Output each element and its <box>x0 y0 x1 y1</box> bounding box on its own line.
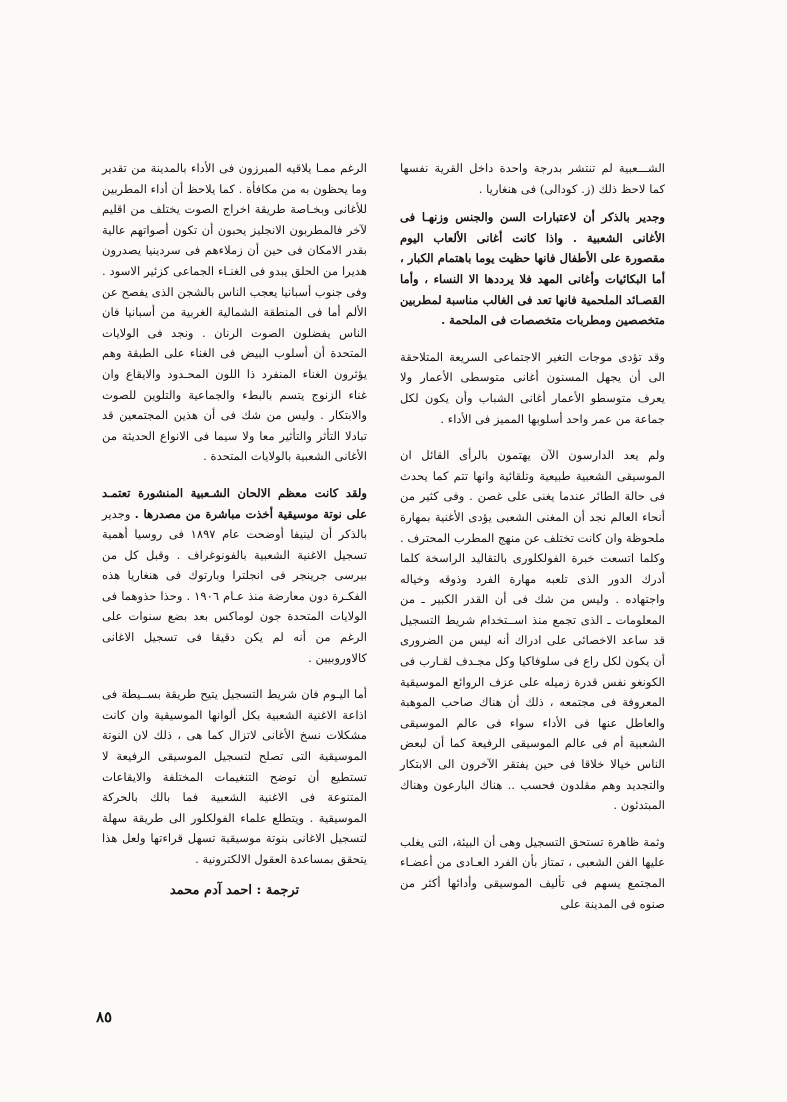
paragraph: الشـــعبية لم تنتشر بدرجة واحدة داخل القرية نفسها كما لاحظ ذلك (ز. كودالى) فى هنغاريا . <box>400 161 665 196</box>
paragraph-bold-lead: ولقد كانت معظم الالحان الشـعبية المنشورة تعتمـد على نوتة موسيقية أخذت مباشرة من مصدرها . <box>102 485 367 521</box>
paragraph-bold: وجدير بالذكر أن لاعتبارات السن والجنس وزنهـا فى الأغانى الشعبية . واذا كانت أغانى الألعاب اليوم مقصورة على الأطفال فانها حظيت يوما باهتمام الكبار ، أما البكائيات وأغانى المهد فلا يرددها الا النساء ، وأما القصـائد الملحمية فانها تعد فى الغالب مناسبة لمطربين متخصصين ومطربات متخصصات فى الملحمة . <box>400 210 665 328</box>
paragraph: وثمة ظاهرة تستحق التسجيل وهى أن البيئة، التى يغلب عليها الفن الشعبى ، تمتاز بأن الفرد العـادى من أعضـاء المجتمع يسهم فى تأليف الموسيقى وأدائها أكثر من صنوه فى المدينة على <box>400 834 665 911</box>
paragraph: ولم يعد الدارسون الآن يهتمون بالرأى القائل ان الموسيقى الشعبية طبيعية وتلقائية وانها تتم كما يحدث فى حالة الطائر عندما يغنى على غصن . وفى كثير من أنحاء العالم نجد أن المغنى الشعبى يؤدى الأغنية بمهارة ملحوظة وان كانت تختلف عن منهج المطرب المحترف . وكلما اتسعت خبرة الفولكلورى بالتقاليد الراسخة كلما أدرك الدور الذى تلعبه مهارة الفرد وذوقه وخياله واجتهاده . وليس من شك فى أن القدر الكبير ـ من المعلومات ـ الذى تجمع منذ اســتخدام شريط التسجيل قد ساعد الاخصائى على ادراك أنه ليس من الضرورى أن يكون لكل راع فى سلوفاكيا وكل مجـدف لقـارب فى الكونغو نفس قدرة زميله على عزف الروائع الموسيقية المعروفة فى مجتمعه ، ذلك أن هناك صاحب الموهبة والعاطل عنها فى الأداء سواء فى عالم الموسيقى الشعبية أم فى عالم الموسيقى الرفيعة كما أن لبعض الناس خيالا خلاقا فى حين يفتقر الآخرون الى الابتكار والتجديد وهم مقلدون فحسب .. هناك البارعون وهناك المبتدئون . <box>400 448 665 813</box>
left-text-column <box>102 158 367 886</box>
right-text-column <box>400 158 665 930</box>
page-number: ٨٥ <box>96 1008 113 1026</box>
paragraph: الرغم ممـا يلاقيه المبرزون فى الأداء بالمدينة من تقدير وما يحظون به من مكافأة . كما يلاحظ أن أداء المطربين للأغانى وبخـاصة طريقة اخراج الصوت يختلف من اقليم لآخر فالمطربون الانجليز يحبون أن تكون أصواتهم عالية بقدر الامكان فى حين أن زملاءهم فى سردينيا يصدرون هديرا من الحلق يبدو فى الغنـاء الجماعى كزئير الاسود . وفى جنوب أسبانيا يعجب الناس بالشجن الذى يفصح عن الألم أما فى المنطقة الشمالية الغربية من أسبانيا فان الناس يفضلون الصوت الرنان . ونجد فى الولايات المتحدة أن أسلوب البيض فى الغناء على الطبقة وهم يؤثرون الغناء المنفرد ذا اللون المحـدود والايقاع وان غناء الزنوج يتسم بالبطء والجماعية والتلوين للصوت والابتكار . وليس من شك فى أن هذين المجتمعين قد تبادلا التأثر والتأثير معا ولا سيما فى الانواع الحديثة من الأغانى الشعبية بالولايات المتحدة . <box>102 161 367 464</box>
translator-byline: ترجمة : احمد آدم محمد <box>169 883 300 898</box>
paragraph <box>102 483 367 668</box>
paragraph: أما اليـوم فان شريط التسجيل يتيح طريقة بســيطة فى اذاعة الاغنية الشعبية بكل ألوانها الموسيقية وان كانت مشكلات نسخ الأغانى لاتزال كما هى ، ذلك لان النوتة الموسيقية التى تصلح لتسجيل الموسيقى الرفيعة لا تستطيع أن توضح التنغيمات المختلفة والايقاعات المتنوعة فى الاغنية الشعبية فما بالك بالحركة الموسيقية . ويتطلع علماء الفولكلور الى طريقة سهلة لتسجيل الاغانى بنوتة موسيقية تسهل قراءتها ولعل هذا يتحقق بمساعدة العقول الالكترونية . <box>102 687 367 866</box>
paragraph: وقد تؤدى موجات التغير الاجتماعى السريعة المتلاحقة الى أن يجهل المسنون أغانى متوسطى الأعمار ولا يعرف متوسطو الأعمار أغانى الشباب وأن يكون لكل جماعة من عمر واحد أسلوبها المميز فى الأداء . <box>400 349 665 426</box>
paragraph-rest: وجدير بالذكر أن لينيفا أوضحت عام ١٨٩٧ فى روسيا أهمية تسجيل الاغنية الشعبية بالفونوغراف . وقبل كل من بيرسى جرينجر فى انجلترا وبارتوك فى هنغاريا هذه الفكـرة دون معارضة منذ عـام ١٩٠٦ . وحذا حذوهما فى الولايات المتحدة جون لوماكس بعد بضع سنوات على الرغم من أنه لم يكن دقيقا فى تسجيل الاغانى كالاوروبيين . <box>102 506 368 665</box>
